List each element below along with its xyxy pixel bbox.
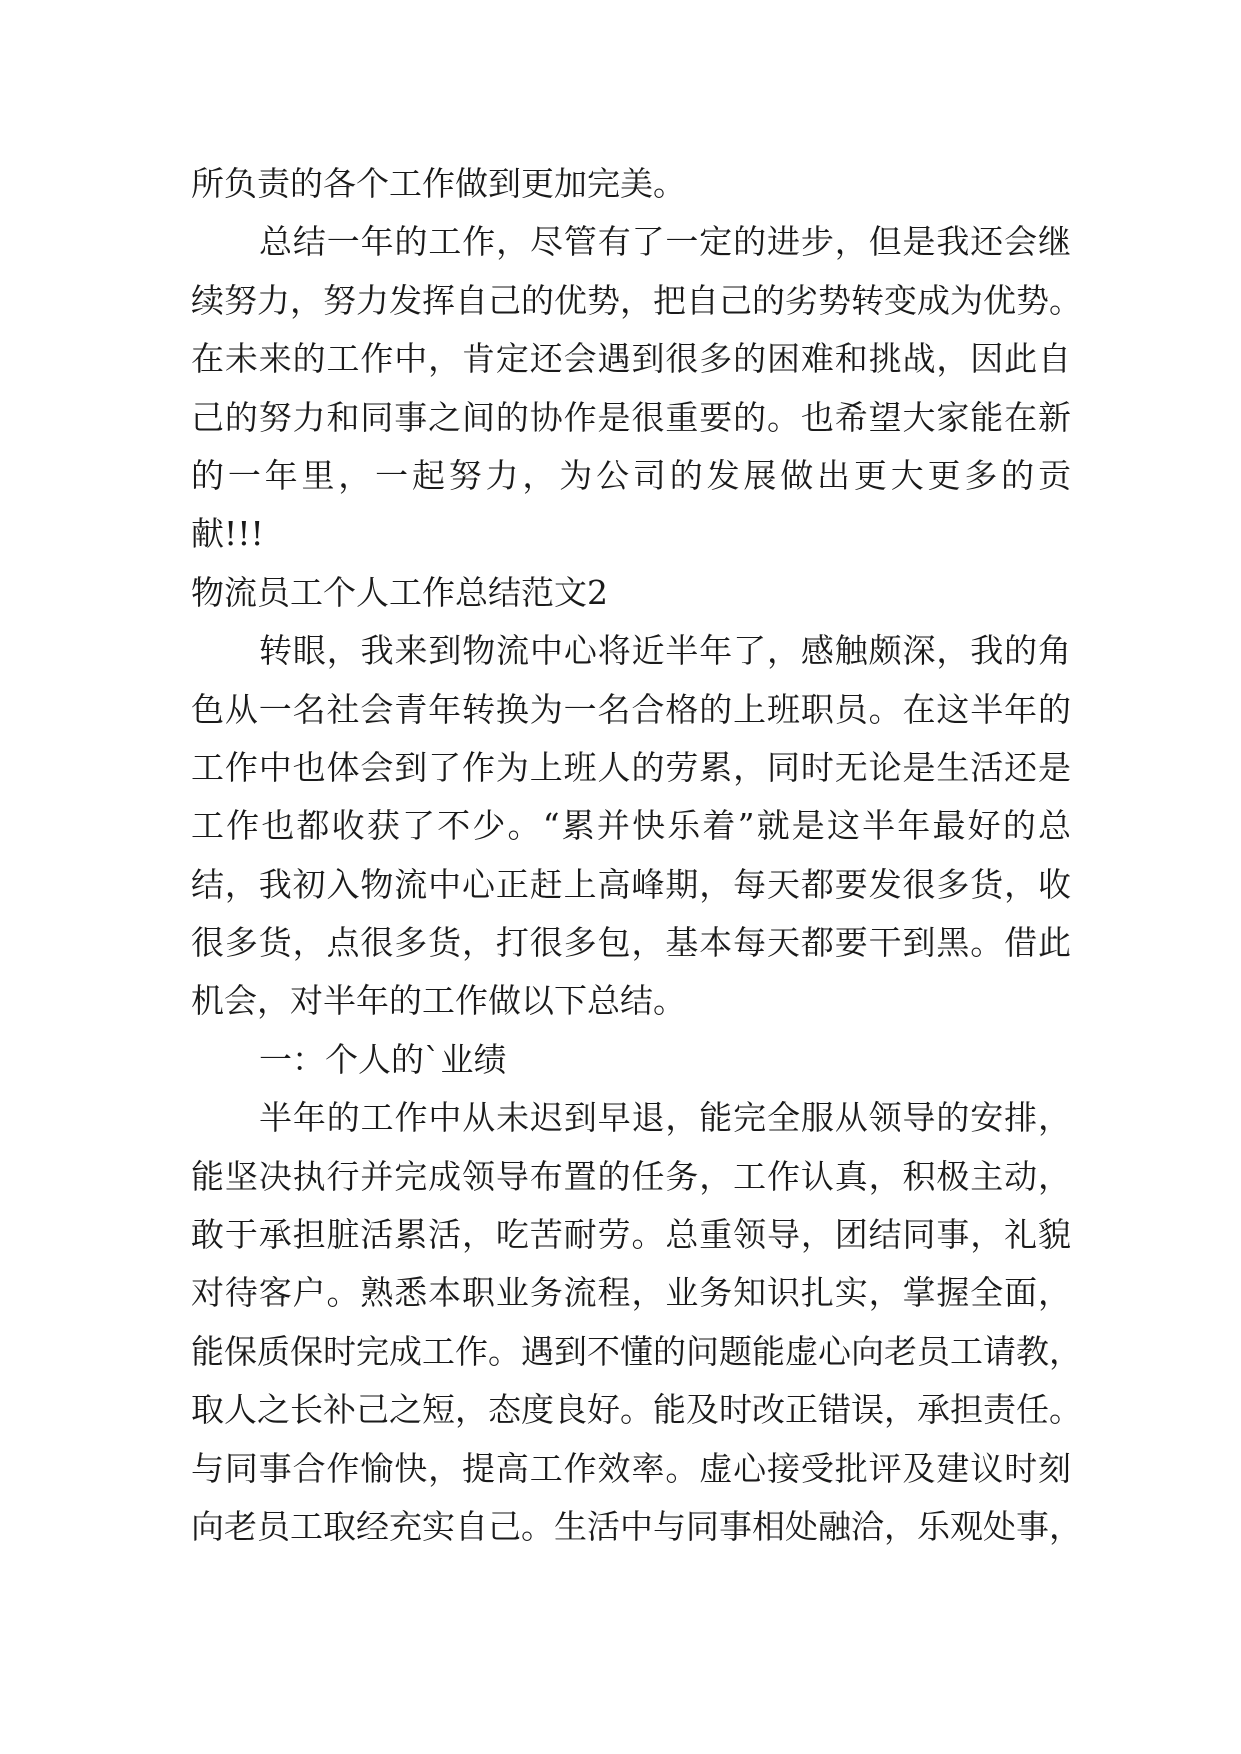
text-line: 工作也都收获了不少。“累并快乐着”就是这半年最好的总 [191, 806, 1071, 846]
text-line: 结，我初入物流中心正赶上高峰期，每天都要发很多货，收 [191, 864, 1071, 904]
text-line: 续努力，努力发挥自己的优势，把自己的劣势转变成为优势。 [191, 280, 1082, 320]
text-line: 向老员工取经充实自己。生活中与同事相处融洽，乐观处事， [191, 1506, 1082, 1546]
text-line: 工作中也体会到了作为上班人的劳累，同时无论是生活还是 [191, 747, 1071, 787]
text-line: 很多货，点很多货，打很多包，基本每天都要干到黑。借此 [191, 923, 1071, 963]
text-line: 献!!! [191, 514, 264, 554]
text-line: 机会，对半年的工作做以下总结。 [191, 981, 686, 1021]
text-line: 对待客户。熟悉本职业务流程，业务知识扎实，掌握全面， [191, 1273, 1071, 1313]
text-line: 在未来的工作中，肯定还会遇到很多的困难和挑战，因此自 [191, 339, 1071, 379]
text-line: 的一年里，一起努力，为公司的发展做出更大更多的贡 [191, 455, 1071, 495]
text-line: 与同事合作愉快，提高工作效率。虚心接受批评及建议时刻 [191, 1448, 1071, 1488]
text-line: 敢于承担脏活累活，吃苦耐劳。总重领导，团结同事，礼貌 [191, 1215, 1071, 1255]
subsection-heading: 一：个人的`业绩 [259, 1039, 507, 1079]
text-line: 取人之长补己之短，态度良好。能及时改正错误，承担责任。 [191, 1390, 1082, 1430]
text-line: 色从一名社会青年转换为一名合格的上班职员。在这半年的 [191, 689, 1071, 729]
text-line: 能坚决执行并完成领导布置的任务，工作认真，积极主动， [191, 1156, 1071, 1196]
text-line: 总结一年的工作，尽管有了一定的进步，但是我还会继 [259, 222, 1071, 262]
text-line: 己的努力和同事之间的协作是很重要的。也希望大家能在新 [191, 397, 1071, 437]
section-heading: 物流员工个人工作总结范文2 [191, 572, 608, 612]
text-line: 所负责的各个工作做到更加完美。 [191, 164, 686, 203]
text-line: 半年的工作中从未迟到早退，能完全服从领导的安排， [259, 1098, 1071, 1138]
text-line: 转眼，我来到物流中心将近半年了，感触颇深，我的角 [259, 631, 1071, 671]
document-body [191, 155, 1082, 1556]
text-line: 能保质保时完成工作。遇到不懂的问题能虚心向老员工请教， [191, 1331, 1082, 1371]
